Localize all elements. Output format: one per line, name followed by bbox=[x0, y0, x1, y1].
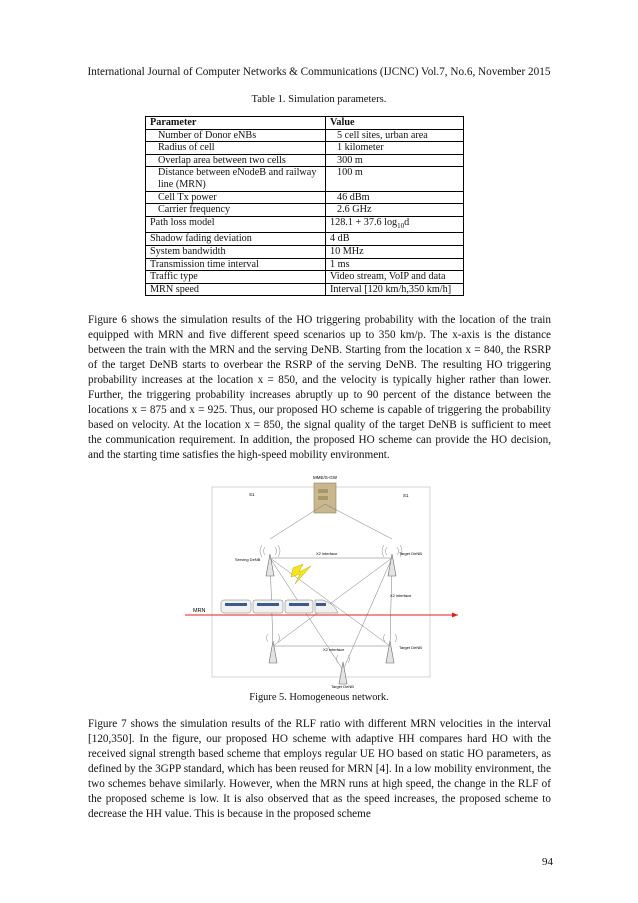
interface-lines bbox=[270, 504, 392, 670]
param-name: Cell Tx power bbox=[146, 191, 326, 204]
param-value: 100 m bbox=[326, 167, 464, 191]
table-row bbox=[146, 271, 464, 284]
homogeneous-network-figure bbox=[185, 475, 458, 691]
s1-right-label: S1 bbox=[403, 493, 409, 498]
log-subscript: 10 bbox=[397, 221, 405, 230]
table-row bbox=[146, 233, 464, 246]
table-row bbox=[146, 204, 464, 217]
diagram-frame bbox=[212, 487, 430, 677]
table-row bbox=[146, 216, 464, 233]
table-row bbox=[146, 154, 464, 167]
table-row bbox=[146, 283, 464, 296]
param-value: 46 dBm bbox=[326, 191, 464, 204]
param-name: System bandwidth bbox=[146, 245, 326, 258]
param-value: 2.6 GHz bbox=[326, 204, 464, 217]
param-name: Radius of cell bbox=[146, 142, 326, 155]
mme-label: MME/S-GW bbox=[313, 475, 337, 480]
param-value: 1 ms bbox=[326, 258, 464, 271]
arrow-right-icon bbox=[452, 613, 458, 618]
simulation-parameters-table bbox=[145, 116, 464, 296]
x2-top-label: X2 interface bbox=[316, 551, 338, 556]
paragraph-figure6 bbox=[88, 313, 551, 463]
param-value: 4 dB bbox=[326, 233, 464, 246]
page-number: 94 bbox=[542, 856, 553, 868]
column-header-parameter: Parameter bbox=[146, 117, 326, 130]
x2-right-label: X2 interface bbox=[390, 593, 412, 598]
param-value: 10 MHz bbox=[326, 245, 464, 258]
param-value: Video stream, VoIP and data bbox=[326, 271, 464, 284]
param-value: Interval [120 km/h,350 km/h] bbox=[326, 283, 464, 296]
paragraph-figure7 bbox=[88, 717, 551, 822]
table-row bbox=[146, 129, 464, 142]
param-name: Shadow fading deviation bbox=[146, 233, 326, 246]
param-name: MRN speed bbox=[146, 283, 326, 296]
param-value: 5 cell sites, urban area bbox=[326, 129, 464, 142]
param-name: Traffic type bbox=[146, 271, 326, 284]
train-icon bbox=[221, 600, 338, 613]
network-diagram bbox=[185, 475, 458, 691]
path-loss-formula: 128.1 + 37.6 log bbox=[330, 216, 398, 228]
param-value: 1 kilometer bbox=[326, 142, 464, 155]
param-value bbox=[326, 216, 464, 233]
param-value: 300 m bbox=[326, 154, 464, 167]
table-row bbox=[146, 258, 464, 271]
column-header-value: Value bbox=[326, 117, 464, 130]
param-name: Overlap area between two cells bbox=[146, 154, 326, 167]
path-loss-variable: d bbox=[404, 216, 410, 228]
param-name: Carrier frequency bbox=[146, 204, 326, 217]
serving-denb-label: Serving DeNB bbox=[235, 557, 261, 562]
param-name: Transmission time interval bbox=[146, 258, 326, 271]
table-row bbox=[146, 191, 464, 204]
journal-header: International Journal of Computer Networks & Communications (IJCNC) Vol.7, No.6, November 2015 bbox=[87, 66, 551, 78]
table-row bbox=[146, 245, 464, 258]
table-caption: Table 1. Simulation parameters. bbox=[251, 94, 387, 105]
target-denb-right-label: Target DeNB bbox=[399, 551, 422, 556]
table-row bbox=[146, 167, 464, 191]
table-header-row bbox=[146, 117, 464, 130]
param-name: Path loss model bbox=[146, 216, 326, 233]
table-row bbox=[146, 142, 464, 155]
param-name: Distance between eNodeB and railway line (MRN) bbox=[146, 167, 326, 191]
target-denb-bottom-right-label: Target DeNB bbox=[399, 645, 422, 650]
paragraph-text: Figure 6 shows the simulation results of the HO triggering probability with the location of the train equipped with MRN and five different speed scenarios up to 350 km/p. The x-axis is the distance between the train with the MRN and the serving DeNB. Starting from the location x = 840, the RSRP of the target DeNB starts to overbear the RSRP of the serving DeNB. The resulting HO triggering probability increases at the location x = 850, and the velocity is typically higher rather than lower. Further, the triggering probability increases abruptly up to 90 percent of the distance between the locations x = 875 and x = 925. Thus, our proposed HO scheme is capable of triggering the probability based on velocity. At the location x = 850, the signal quality of the target DeNB is sufficient to meet the communication requirement. In addition, the proposed HO scheme can provide the HO decision, and the starting time satisfies the high-speed mobility environment. bbox=[88, 314, 551, 461]
paragraph-text: Figure 7 shows the simulation results of the RLF ratio with different MRN velocities in the interval [120,350]. In the figure, our proposed HO scheme with adaptive HH compares hard HO with the received signal strength based scheme that employs regular UE HO based on static HO parameters, as defined by the 3GPP standard, which has been reused for MRN [4]. In a low mobility environment, the two schemes behave similarly. However, when the MRN runs at high speed, the change in the RLF of the proposed scheme is low. It is also observed that as the speed increases, the proposed scheme to decrease the HH value. This is because in the proposed scheme bbox=[88, 718, 551, 820]
s1-left-label: S1 bbox=[249, 492, 255, 497]
antenna-tower-icons bbox=[266, 554, 396, 684]
figure-caption: Figure 5. Homogeneous network. bbox=[249, 692, 389, 703]
mrn-label: MRN bbox=[193, 608, 206, 614]
x2-bottom-label: X2 interface bbox=[323, 647, 345, 652]
param-name: Number of Donor eNBs bbox=[146, 129, 326, 142]
target-denb-bottom-label: Target DeNB bbox=[331, 684, 354, 689]
server-icon bbox=[314, 483, 336, 513]
